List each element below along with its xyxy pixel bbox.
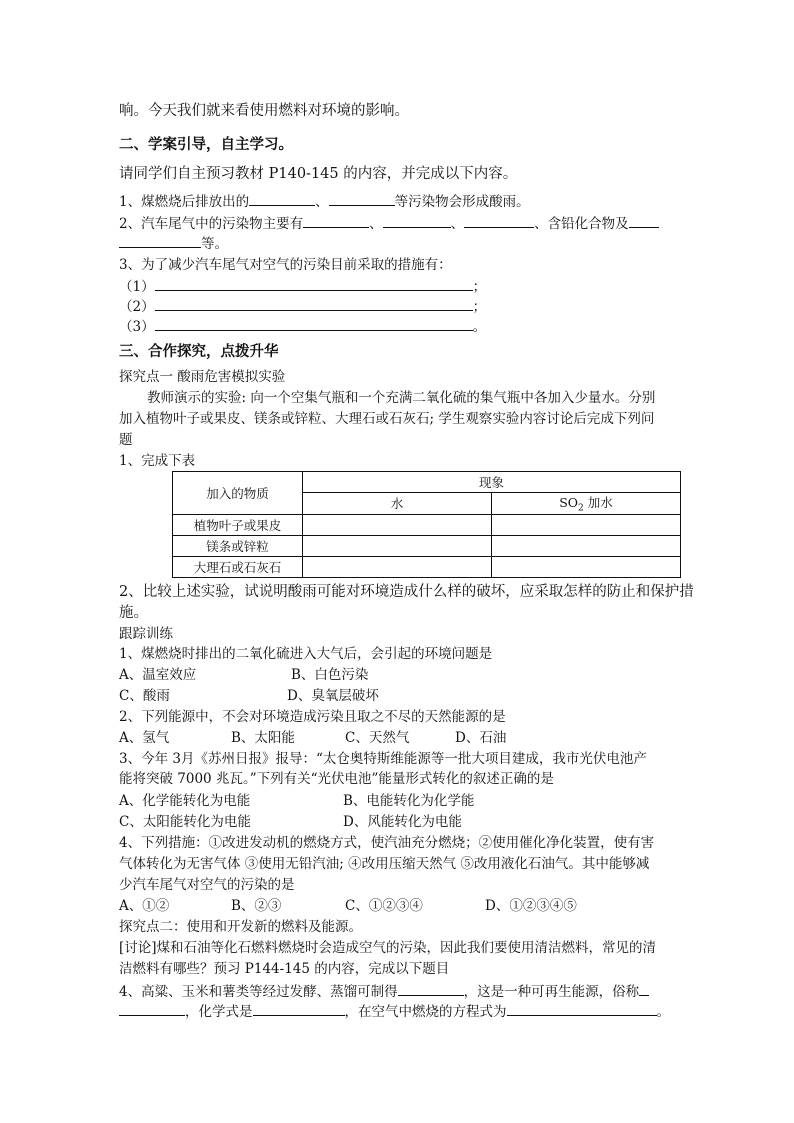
section2-instruction: 请同学们自主预习教材 P140-145 的内容，并完成以下内容。 bbox=[119, 166, 518, 182]
practice-3-stem-1: 3、今年 3月《苏州日报》报导：“太仓奥特斯维能源等一批大项目建成，我市光伏电池产 bbox=[119, 751, 647, 767]
answer-blank[interactable] bbox=[398, 981, 464, 996]
option-b[interactable]: B、②③ bbox=[231, 898, 282, 914]
q2-mid: 含铅化合物及 bbox=[547, 216, 629, 232]
section3-title: 三、合作探究，点拨升华 bbox=[119, 343, 279, 360]
option-d[interactable]: D、石油 bbox=[455, 730, 507, 746]
answer-cell[interactable] bbox=[303, 535, 492, 556]
row-material: 大理石或石灰石 bbox=[173, 556, 303, 577]
option-a[interactable]: A、①② bbox=[119, 898, 170, 914]
q3-item-3 bbox=[119, 316, 689, 336]
table-row bbox=[173, 556, 681, 577]
answer-blank[interactable] bbox=[629, 213, 659, 228]
header-so2-water bbox=[492, 493, 681, 515]
practice-4-stem-2: 气体转化为无害气体 ③使用无铅汽油; ④改用压缩天然气 ⑤改用液化石油气。其中能够减 bbox=[119, 856, 650, 872]
q2-sep: 、 bbox=[534, 216, 548, 232]
answer-cell[interactable] bbox=[303, 514, 492, 535]
option-a[interactable]: A、氢气 bbox=[119, 730, 170, 746]
practice-1-stem: 1、煤燃烧时排出的二氧化硫进入大气后，会引起的环境问题是 bbox=[119, 646, 493, 662]
table-row bbox=[173, 514, 681, 535]
answer-blank[interactable] bbox=[119, 233, 201, 248]
q2-sep: 、 bbox=[450, 216, 465, 232]
answer-blank[interactable] bbox=[507, 1001, 657, 1016]
answer-cell[interactable] bbox=[492, 535, 681, 556]
q1-sep: 、 bbox=[315, 194, 329, 210]
question-1 bbox=[119, 191, 689, 211]
q1-prefix: 1、煤燃烧后排放出的 bbox=[119, 194, 250, 210]
so2-suffix: 加水 bbox=[583, 495, 613, 510]
option-b[interactable]: B、电能转化为化学能 bbox=[343, 793, 475, 809]
answer-blank[interactable] bbox=[253, 1001, 345, 1016]
section2-title: 二、学案引导，自主学习。 bbox=[119, 136, 293, 153]
q2-prefix: 2、汽车尾气中的污染物主要有 bbox=[119, 216, 304, 232]
option-b[interactable]: B、太阳能 bbox=[231, 730, 295, 746]
q3-item-1 bbox=[119, 276, 689, 296]
point1-desc-2: 加入植物叶子或果皮、镁条或锌粒、大理石或石灰石; 学生观察实验内容讨论后完成下列问 bbox=[119, 411, 655, 427]
q4-part4: ，在空气中燃烧的方程式为 bbox=[344, 1004, 507, 1020]
answer-blank[interactable] bbox=[303, 213, 369, 228]
answer-blank[interactable] bbox=[155, 276, 473, 291]
header-material: 加入的物质 bbox=[173, 472, 303, 515]
q4-part2: ，这是一种可再生能源，俗称 bbox=[463, 984, 640, 1000]
question-3: 3、为了减少汽车尾气对空气的污染目前采取的措施有： bbox=[119, 257, 452, 273]
header-phenomenon: 现象 bbox=[303, 472, 681, 493]
question-4-cont bbox=[119, 1001, 689, 1021]
answer-blank[interactable] bbox=[383, 213, 451, 228]
q3-item-label: （3） bbox=[119, 319, 155, 335]
discussion-line-2: 洁燃料有哪些？预习 P144-145 的内容，完成以下题目 bbox=[119, 961, 450, 977]
answer-blank[interactable] bbox=[155, 316, 473, 331]
q3-item-2 bbox=[119, 296, 689, 316]
answer-blank[interactable] bbox=[119, 1001, 185, 1016]
table-row bbox=[173, 535, 681, 556]
answer-blank[interactable] bbox=[329, 191, 395, 206]
experiment-table bbox=[172, 471, 681, 578]
q4-part3: ，化学式是 bbox=[185, 1004, 253, 1020]
q3-item-label: （1） bbox=[119, 279, 155, 295]
practice-2-stem: 2、下列能源中，不会对环境造成污染且取之不尽的天然能源的是 bbox=[119, 709, 506, 725]
question-4 bbox=[119, 981, 689, 1001]
point2-title: 探究点二：使用和开发新的燃料及能源。 bbox=[119, 919, 362, 935]
q3-item-label: （2） bbox=[119, 299, 155, 315]
q2-suffix: 等。 bbox=[201, 236, 228, 252]
point1-title: 探究点一 酸雨危害模拟实验 bbox=[119, 369, 286, 385]
answer-blank[interactable] bbox=[249, 191, 315, 206]
option-c[interactable]: C、酸雨 bbox=[119, 688, 170, 704]
answer-cell[interactable] bbox=[303, 556, 492, 577]
option-d[interactable]: D、臭氧层破坏 bbox=[287, 688, 379, 704]
row-material: 镁条或锌粒 bbox=[173, 535, 303, 556]
question-2b-cont: 施。 bbox=[119, 605, 148, 621]
q4-part5: 。 bbox=[656, 1004, 670, 1020]
q3-item-end: 。 bbox=[472, 319, 487, 335]
option-b[interactable]: B、白色污染 bbox=[291, 667, 369, 683]
so2-subscript: 2 bbox=[578, 503, 584, 514]
option-a[interactable]: A、温室效应 bbox=[119, 667, 197, 683]
intro-text: 响。今天我们就来看使用燃料对环境的影响。 bbox=[119, 103, 409, 119]
header-water: 水 bbox=[303, 493, 492, 515]
q4-part1: 4、高粱、玉米和薯类等经过发酵、蒸馏可制得 bbox=[119, 984, 398, 1000]
q3-item-end: ； bbox=[472, 279, 487, 295]
answer-blank[interactable] bbox=[155, 296, 473, 311]
practice-4-stem-1: 4、下列措施：①改进发动机的燃烧方式，使汽油充分燃烧；②使用催化净化装置，使有害 bbox=[119, 835, 655, 851]
q2-sep: 、 bbox=[369, 216, 383, 232]
point1-desc-3: 题 bbox=[119, 432, 133, 448]
discussion-line-1: [讨论]煤和石油等化石燃料燃烧时会造成空气的污染，因此我们要使用清洁燃料，常见的清 bbox=[119, 940, 657, 956]
answer-cell[interactable] bbox=[492, 514, 681, 535]
question-2 bbox=[119, 213, 689, 233]
answer-cell[interactable] bbox=[492, 556, 681, 577]
point1-desc-1: 教师演示的实验: 向一个空集气瓶和一个充满二氧化硫的集气瓶中各加入少量水。分别 bbox=[147, 390, 656, 406]
row-material: 植物叶子或果皮 bbox=[173, 514, 303, 535]
question-2b: 2、比较上述实验，试说明酸雨可能对环境造成什么样的破坏，应采取怎样的防止和保护措 bbox=[119, 584, 694, 600]
q3-item-end: ； bbox=[472, 299, 487, 315]
option-a[interactable]: A、化学能转化为电能 bbox=[119, 793, 251, 809]
practice-4-stem-3: 少汽车尾气对空气的污染的是 bbox=[119, 877, 295, 893]
option-d[interactable]: D、①②③④⑤ bbox=[485, 898, 577, 914]
so2-label: SO bbox=[559, 495, 579, 510]
option-d[interactable]: D、风能转化为电能 bbox=[343, 814, 462, 830]
question-2-cont bbox=[119, 233, 689, 253]
option-c[interactable]: C、天然气 bbox=[345, 730, 410, 746]
option-c[interactable]: C、太阳能转化为电能 bbox=[119, 814, 251, 830]
q1-suffix: 等污染物会形成酸雨。 bbox=[394, 194, 530, 210]
table-question: 1、完成下表 bbox=[119, 453, 196, 469]
option-c[interactable]: C、①②③④ bbox=[345, 898, 423, 914]
answer-blank[interactable] bbox=[639, 981, 649, 996]
practice-title: 跟踪训练 bbox=[119, 626, 173, 642]
practice-3-stem-2: 能将突破 7000 兆瓦。”下列有关“光伏电池”能量形式转化的叙述正确的是 bbox=[119, 771, 554, 787]
answer-blank[interactable] bbox=[464, 213, 534, 228]
